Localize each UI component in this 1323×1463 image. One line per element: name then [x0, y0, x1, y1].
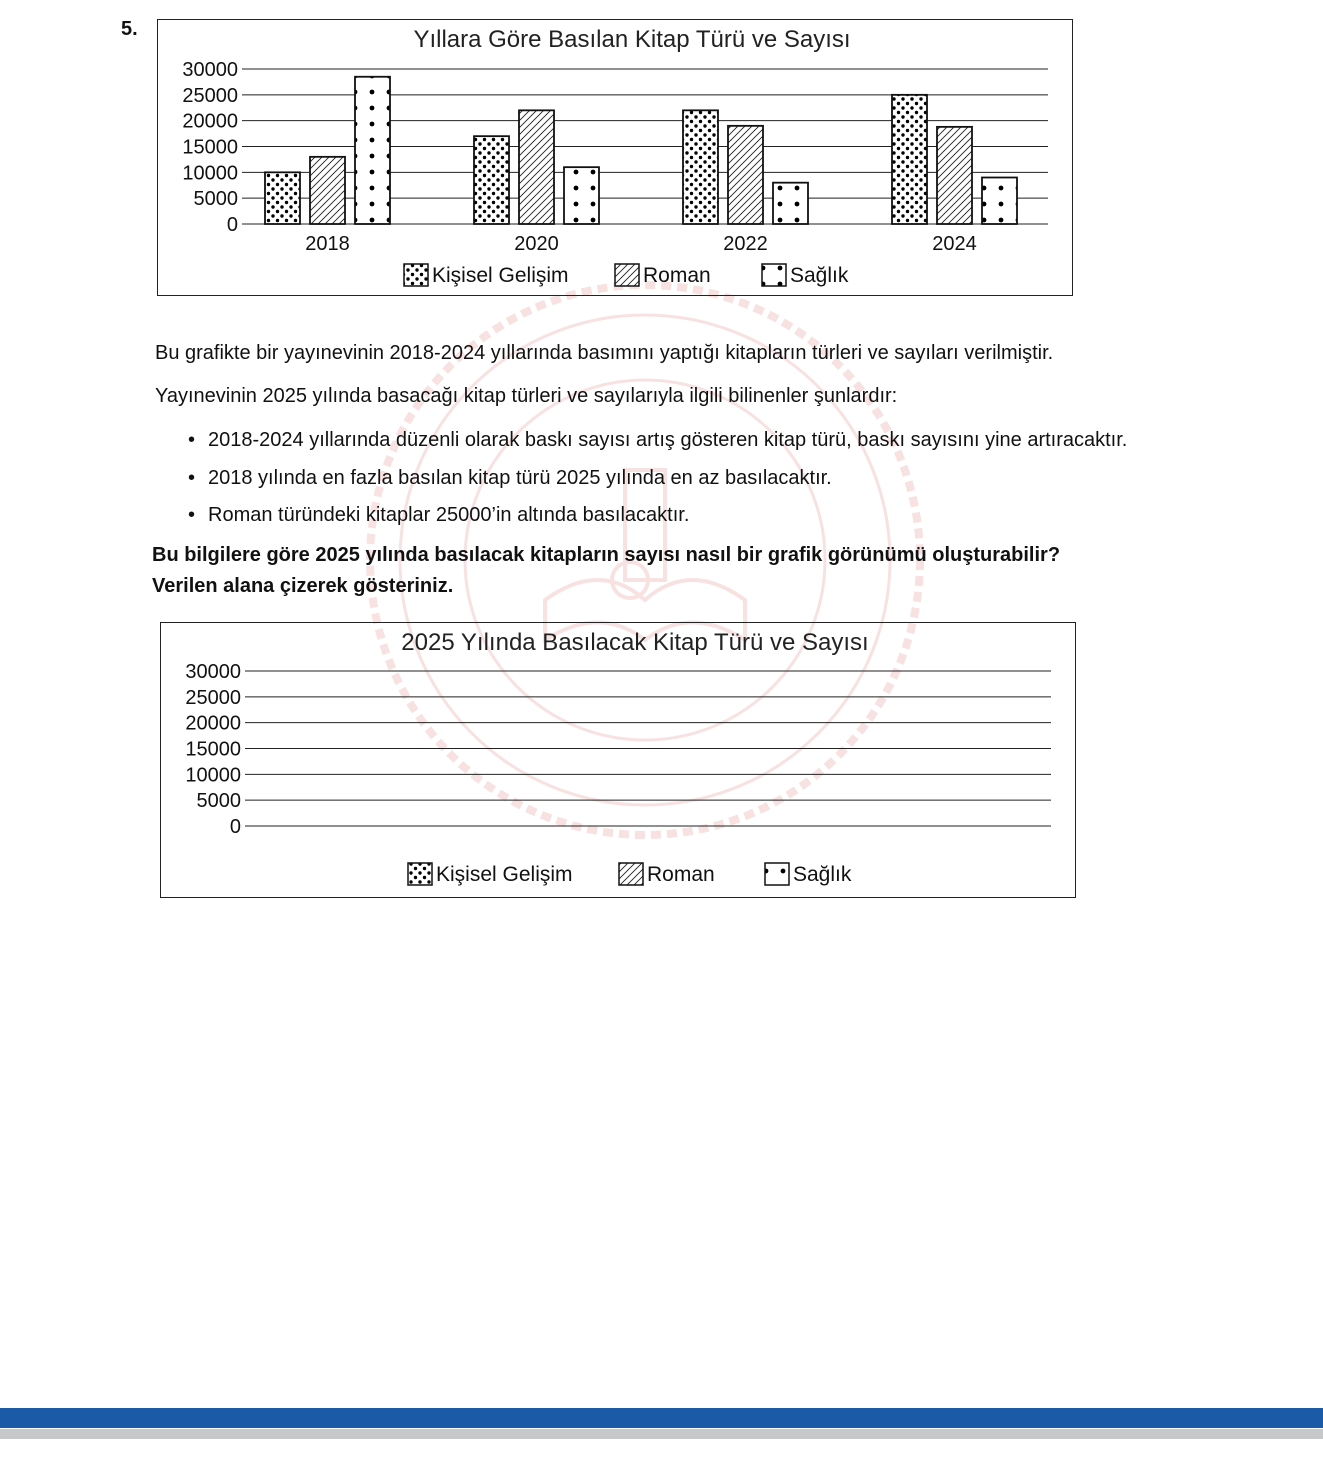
question-prompt — [152, 540, 1060, 602]
bar-kisisel-gelisim-2020 — [474, 136, 509, 224]
y-tick-label: 30000 — [182, 59, 238, 81]
legend-swatch-saglik — [765, 863, 789, 885]
bar-roman-2020 — [519, 110, 554, 224]
condition-item: • 2018 yılında en fazla basılan kitap türü 2025 yılında en az basılacaktır. — [188, 466, 1127, 504]
chart-yearly-books — [157, 19, 1073, 296]
y-tick-label: 0 — [229, 816, 241, 838]
chart-title: 2025 Yılında Basılacak Kitap Türü ve Sayısı — [401, 629, 869, 656]
y-tick-label: 5000 — [196, 790, 241, 813]
legend-label-roman: Roman — [647, 863, 715, 886]
y-tick-label: 20000 — [185, 712, 241, 735]
question-paragraph-1: Bu grafikte bir yayınevinin 2018-2024 yıllarında basımını yaptığı kitapların türleri ve sayıları verilmiştir. — [155, 342, 1054, 364]
bar-saglik-2024 — [982, 178, 1017, 225]
y-tick-label: 15000 — [185, 738, 241, 761]
bar-kisisel-gelisim-2024 — [892, 95, 927, 224]
bar-kisisel-gelisim-2022 — [683, 110, 718, 224]
chart-title: Yıllara Göre Basılan Kitap Türü ve Sayısı — [413, 26, 851, 53]
condition-item: • 2018-2024 yıllarında düzenli olarak baskı sayısı artış gösteren kitap türü, baskı sayısını yine artıracaktır. — [188, 428, 1127, 466]
y-tick-label: 15000 — [182, 136, 238, 159]
x-tick-label: 2018 — [305, 233, 350, 255]
x-tick-label: 2024 — [932, 233, 977, 255]
conditions-list — [188, 428, 1127, 541]
bar-roman-2022 — [728, 126, 763, 224]
x-tick-label: 2022 — [723, 233, 768, 255]
legend-label-saglik: Sağlık — [793, 863, 852, 886]
bar-roman-2024 — [937, 127, 972, 224]
footer-blue-bar — [0, 1408, 1323, 1428]
y-tick-label: 20000 — [182, 110, 238, 133]
legend-label-saglik: Sağlık — [790, 264, 849, 287]
bar-kisisel-gelisim-2018 — [265, 172, 300, 224]
y-tick-label: 10000 — [185, 764, 241, 787]
legend-label-roman: Roman — [643, 264, 711, 287]
legend-label-kisisel-gelisim: Kişisel Gelişim — [436, 863, 573, 886]
question-number: 5. — [121, 18, 138, 40]
legend-swatch-saglik — [762, 264, 786, 286]
legend-swatch-roman — [619, 863, 643, 885]
legend-swatch-roman — [615, 264, 639, 286]
question-paragraph-2: Yayınevinin 2025 yılında basacağı kitap türleri ve sayılarıyla ilgili bilinenler şunlardır: — [155, 385, 898, 407]
question-prompt-line-1: Bu bilgilere göre 2025 yılında basılacak kitapların sayısı nasıl bir grafik görünümü oluşturabilir? — [152, 544, 1061, 566]
bar-roman-2018 — [310, 157, 345, 224]
chart-2025-answer-area[interactable] — [160, 622, 1076, 898]
footer-gray-bar — [0, 1429, 1323, 1439]
bar-saglik-2020 — [564, 167, 599, 224]
y-tick-label: 0 — [226, 214, 238, 236]
bar-saglik-2022 — [773, 183, 808, 224]
x-tick-label: 2020 — [514, 233, 559, 255]
legend-swatch-kisisel-gelisim — [404, 264, 428, 286]
condition-item: • Roman türündeki kitaplar 25000’in altında basılacaktır. — [188, 503, 1127, 541]
question-prompt-line-2: Verilen alana çizerek gösteriniz. — [152, 575, 454, 597]
y-tick-label: 25000 — [182, 84, 238, 107]
legend-label-kisisel-gelisim: Kişisel Gelişim — [432, 264, 569, 287]
y-tick-label: 25000 — [185, 686, 241, 709]
y-tick-label: 30000 — [185, 661, 241, 683]
bar-saglik-2018 — [355, 77, 390, 224]
chart-yearly-books-svg — [158, 20, 1072, 295]
legend-swatch-kisisel-gelisim — [408, 863, 432, 885]
chart-2025-answer-svg — [161, 623, 1075, 897]
y-tick-label: 10000 — [182, 162, 238, 185]
y-tick-label: 5000 — [193, 188, 238, 211]
